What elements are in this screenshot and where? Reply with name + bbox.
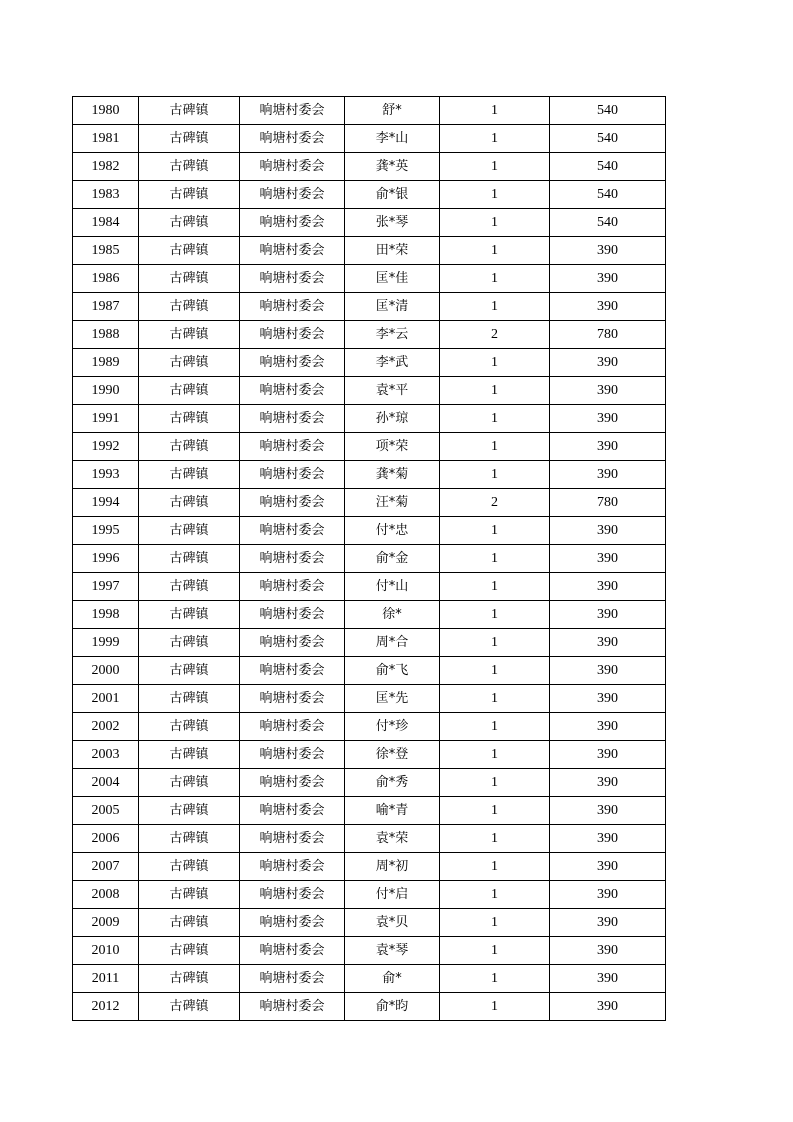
amount-cell: 390	[550, 657, 666, 685]
village-committee-cell: 响塘村委会	[240, 573, 345, 601]
name-cell: 袁*琴	[345, 937, 440, 965]
village-committee-cell: 响塘村委会	[240, 993, 345, 1021]
name-cell: 匡*佳	[345, 265, 440, 293]
amount-cell: 390	[550, 797, 666, 825]
village-committee-cell: 响塘村委会	[240, 377, 345, 405]
village-committee-cell: 响塘村委会	[240, 405, 345, 433]
village-committee-cell: 响塘村委会	[240, 629, 345, 657]
table-row	[73, 657, 666, 685]
serial-number-cell: 1980	[73, 97, 139, 125]
town-cell: 古碑镇	[139, 965, 240, 993]
count-cell: 1	[440, 97, 550, 125]
name-cell: 周*合	[345, 629, 440, 657]
amount-cell: 390	[550, 937, 666, 965]
village-committee-cell: 响塘村委会	[240, 685, 345, 713]
name-cell: 田*荣	[345, 237, 440, 265]
serial-number-cell: 2008	[73, 881, 139, 909]
amount-cell: 390	[550, 265, 666, 293]
serial-number-cell: 1989	[73, 349, 139, 377]
serial-number-cell: 2006	[73, 825, 139, 853]
village-committee-cell: 响塘村委会	[240, 881, 345, 909]
count-cell: 1	[440, 937, 550, 965]
name-cell: 龚*菊	[345, 461, 440, 489]
amount-cell: 390	[550, 349, 666, 377]
table-row	[73, 881, 666, 909]
serial-number-cell: 2002	[73, 713, 139, 741]
serial-number-cell: 1988	[73, 321, 139, 349]
serial-number-cell: 1987	[73, 293, 139, 321]
count-cell: 1	[440, 125, 550, 153]
table-row	[73, 993, 666, 1021]
subsidy-table	[72, 96, 666, 1021]
town-cell: 古碑镇	[139, 265, 240, 293]
name-cell: 李*云	[345, 321, 440, 349]
name-cell: 付*山	[345, 573, 440, 601]
name-cell: 付*启	[345, 881, 440, 909]
count-cell: 1	[440, 909, 550, 937]
serial-number-cell: 1986	[73, 265, 139, 293]
name-cell: 舒*	[345, 97, 440, 125]
count-cell: 1	[440, 993, 550, 1021]
town-cell: 古碑镇	[139, 713, 240, 741]
table-row	[73, 825, 666, 853]
name-cell: 项*荣	[345, 433, 440, 461]
table-row	[73, 321, 666, 349]
town-cell: 古碑镇	[139, 293, 240, 321]
serial-number-cell: 2003	[73, 741, 139, 769]
table-row	[73, 181, 666, 209]
amount-cell: 780	[550, 489, 666, 517]
amount-cell: 540	[550, 209, 666, 237]
count-cell: 1	[440, 545, 550, 573]
count-cell: 1	[440, 825, 550, 853]
count-cell: 1	[440, 209, 550, 237]
name-cell: 袁*贝	[345, 909, 440, 937]
name-cell: 袁*荣	[345, 825, 440, 853]
count-cell: 1	[440, 181, 550, 209]
count-cell: 2	[440, 321, 550, 349]
count-cell: 1	[440, 965, 550, 993]
amount-cell: 390	[550, 601, 666, 629]
town-cell: 古碑镇	[139, 97, 240, 125]
town-cell: 古碑镇	[139, 685, 240, 713]
name-cell: 付*珍	[345, 713, 440, 741]
count-cell: 1	[440, 769, 550, 797]
count-cell: 1	[440, 153, 550, 181]
serial-number-cell: 2009	[73, 909, 139, 937]
name-cell: 俞*飞	[345, 657, 440, 685]
name-cell: 俞*银	[345, 181, 440, 209]
table-body	[73, 97, 666, 1021]
amount-cell: 390	[550, 741, 666, 769]
amount-cell: 390	[550, 377, 666, 405]
table-row	[73, 937, 666, 965]
count-cell: 1	[440, 517, 550, 545]
amount-cell: 390	[550, 545, 666, 573]
count-cell: 1	[440, 405, 550, 433]
village-committee-cell: 响塘村委会	[240, 209, 345, 237]
serial-number-cell: 1991	[73, 405, 139, 433]
village-committee-cell: 响塘村委会	[240, 293, 345, 321]
table-row	[73, 153, 666, 181]
table-row	[73, 237, 666, 265]
serial-number-cell: 1999	[73, 629, 139, 657]
town-cell: 古碑镇	[139, 573, 240, 601]
serial-number-cell: 1998	[73, 601, 139, 629]
count-cell: 1	[440, 741, 550, 769]
name-cell: 匡*清	[345, 293, 440, 321]
town-cell: 古碑镇	[139, 545, 240, 573]
village-committee-cell: 响塘村委会	[240, 937, 345, 965]
village-committee-cell: 响塘村委会	[240, 545, 345, 573]
count-cell: 1	[440, 629, 550, 657]
count-cell: 1	[440, 713, 550, 741]
table-row	[73, 797, 666, 825]
amount-cell: 780	[550, 321, 666, 349]
town-cell: 古碑镇	[139, 993, 240, 1021]
count-cell: 1	[440, 461, 550, 489]
amount-cell: 390	[550, 405, 666, 433]
count-cell: 2	[440, 489, 550, 517]
serial-number-cell: 2000	[73, 657, 139, 685]
name-cell: 袁*平	[345, 377, 440, 405]
table-row	[73, 209, 666, 237]
town-cell: 古碑镇	[139, 405, 240, 433]
amount-cell: 390	[550, 769, 666, 797]
serial-number-cell: 2010	[73, 937, 139, 965]
village-committee-cell: 响塘村委会	[240, 125, 345, 153]
amount-cell: 390	[550, 993, 666, 1021]
count-cell: 1	[440, 601, 550, 629]
serial-number-cell: 2012	[73, 993, 139, 1021]
village-committee-cell: 响塘村委会	[240, 265, 345, 293]
table-row	[73, 601, 666, 629]
town-cell: 古碑镇	[139, 601, 240, 629]
name-cell: 俞*金	[345, 545, 440, 573]
name-cell: 匡*先	[345, 685, 440, 713]
name-cell: 李*武	[345, 349, 440, 377]
amount-cell: 390	[550, 825, 666, 853]
table-row	[73, 489, 666, 517]
village-committee-cell: 响塘村委会	[240, 825, 345, 853]
table-row	[73, 545, 666, 573]
town-cell: 古碑镇	[139, 657, 240, 685]
amount-cell: 540	[550, 125, 666, 153]
count-cell: 1	[440, 853, 550, 881]
town-cell: 古碑镇	[139, 349, 240, 377]
name-cell: 孙*琼	[345, 405, 440, 433]
serial-number-cell: 1985	[73, 237, 139, 265]
serial-number-cell: 1983	[73, 181, 139, 209]
village-committee-cell: 响塘村委会	[240, 657, 345, 685]
serial-number-cell: 1992	[73, 433, 139, 461]
village-committee-cell: 响塘村委会	[240, 181, 345, 209]
amount-cell: 390	[550, 881, 666, 909]
village-committee-cell: 响塘村委会	[240, 461, 345, 489]
serial-number-cell: 2004	[73, 769, 139, 797]
table-row	[73, 741, 666, 769]
count-cell: 1	[440, 573, 550, 601]
amount-cell: 390	[550, 629, 666, 657]
name-cell: 喻*青	[345, 797, 440, 825]
serial-number-cell: 1990	[73, 377, 139, 405]
town-cell: 古碑镇	[139, 125, 240, 153]
town-cell: 古碑镇	[139, 909, 240, 937]
table-row	[73, 461, 666, 489]
name-cell: 俞*昀	[345, 993, 440, 1021]
amount-cell: 390	[550, 713, 666, 741]
village-committee-cell: 响塘村委会	[240, 321, 345, 349]
town-cell: 古碑镇	[139, 825, 240, 853]
village-committee-cell: 响塘村委会	[240, 769, 345, 797]
name-cell: 汪*菊	[345, 489, 440, 517]
table-row	[73, 909, 666, 937]
serial-number-cell: 2011	[73, 965, 139, 993]
count-cell: 1	[440, 881, 550, 909]
amount-cell: 540	[550, 97, 666, 125]
village-committee-cell: 响塘村委会	[240, 237, 345, 265]
village-committee-cell: 响塘村委会	[240, 853, 345, 881]
town-cell: 古碑镇	[139, 181, 240, 209]
count-cell: 1	[440, 349, 550, 377]
serial-number-cell: 1993	[73, 461, 139, 489]
village-committee-cell: 响塘村委会	[240, 153, 345, 181]
table-row	[73, 629, 666, 657]
table-row	[73, 125, 666, 153]
town-cell: 古碑镇	[139, 629, 240, 657]
amount-cell: 390	[550, 853, 666, 881]
count-cell: 1	[440, 797, 550, 825]
table-row	[73, 853, 666, 881]
name-cell: 俞*秀	[345, 769, 440, 797]
name-cell: 俞*	[345, 965, 440, 993]
count-cell: 1	[440, 377, 550, 405]
village-committee-cell: 响塘村委会	[240, 741, 345, 769]
town-cell: 古碑镇	[139, 517, 240, 545]
table-row	[73, 377, 666, 405]
amount-cell: 540	[550, 153, 666, 181]
table-row	[73, 265, 666, 293]
village-committee-cell: 响塘村委会	[240, 965, 345, 993]
serial-number-cell: 1981	[73, 125, 139, 153]
amount-cell: 390	[550, 965, 666, 993]
serial-number-cell: 1982	[73, 153, 139, 181]
table-row	[73, 965, 666, 993]
table-row	[73, 97, 666, 125]
serial-number-cell: 2005	[73, 797, 139, 825]
town-cell: 古碑镇	[139, 489, 240, 517]
village-committee-cell: 响塘村委会	[240, 909, 345, 937]
amount-cell: 540	[550, 181, 666, 209]
serial-number-cell: 1997	[73, 573, 139, 601]
count-cell: 1	[440, 433, 550, 461]
village-committee-cell: 响塘村委会	[240, 797, 345, 825]
serial-number-cell: 1984	[73, 209, 139, 237]
table-row	[73, 685, 666, 713]
town-cell: 古碑镇	[139, 741, 240, 769]
town-cell: 古碑镇	[139, 237, 240, 265]
town-cell: 古碑镇	[139, 461, 240, 489]
name-cell: 龚*英	[345, 153, 440, 181]
name-cell: 张*琴	[345, 209, 440, 237]
name-cell: 徐*	[345, 601, 440, 629]
name-cell: 付*忠	[345, 517, 440, 545]
town-cell: 古碑镇	[139, 853, 240, 881]
table-row	[73, 769, 666, 797]
table-row	[73, 433, 666, 461]
amount-cell: 390	[550, 573, 666, 601]
amount-cell: 390	[550, 433, 666, 461]
village-committee-cell: 响塘村委会	[240, 349, 345, 377]
amount-cell: 390	[550, 461, 666, 489]
village-committee-cell: 响塘村委会	[240, 517, 345, 545]
amount-cell: 390	[550, 237, 666, 265]
town-cell: 古碑镇	[139, 321, 240, 349]
count-cell: 1	[440, 265, 550, 293]
village-committee-cell: 响塘村委会	[240, 97, 345, 125]
table-row	[73, 573, 666, 601]
name-cell: 李*山	[345, 125, 440, 153]
village-committee-cell: 响塘村委会	[240, 713, 345, 741]
town-cell: 古碑镇	[139, 937, 240, 965]
table-row	[73, 517, 666, 545]
serial-number-cell: 1996	[73, 545, 139, 573]
name-cell: 周*初	[345, 853, 440, 881]
amount-cell: 390	[550, 517, 666, 545]
table-row	[73, 349, 666, 377]
table-row	[73, 293, 666, 321]
name-cell: 徐*登	[345, 741, 440, 769]
amount-cell: 390	[550, 685, 666, 713]
count-cell: 1	[440, 685, 550, 713]
town-cell: 古碑镇	[139, 433, 240, 461]
town-cell: 古碑镇	[139, 881, 240, 909]
town-cell: 古碑镇	[139, 209, 240, 237]
amount-cell: 390	[550, 293, 666, 321]
village-committee-cell: 响塘村委会	[240, 489, 345, 517]
amount-cell: 390	[550, 909, 666, 937]
town-cell: 古碑镇	[139, 769, 240, 797]
town-cell: 古碑镇	[139, 153, 240, 181]
count-cell: 1	[440, 237, 550, 265]
serial-number-cell: 2007	[73, 853, 139, 881]
table-row	[73, 405, 666, 433]
village-committee-cell: 响塘村委会	[240, 601, 345, 629]
serial-number-cell: 1994	[73, 489, 139, 517]
serial-number-cell: 1995	[73, 517, 139, 545]
serial-number-cell: 2001	[73, 685, 139, 713]
town-cell: 古碑镇	[139, 377, 240, 405]
table-row	[73, 713, 666, 741]
count-cell: 1	[440, 657, 550, 685]
village-committee-cell: 响塘村委会	[240, 433, 345, 461]
count-cell: 1	[440, 293, 550, 321]
town-cell: 古碑镇	[139, 797, 240, 825]
